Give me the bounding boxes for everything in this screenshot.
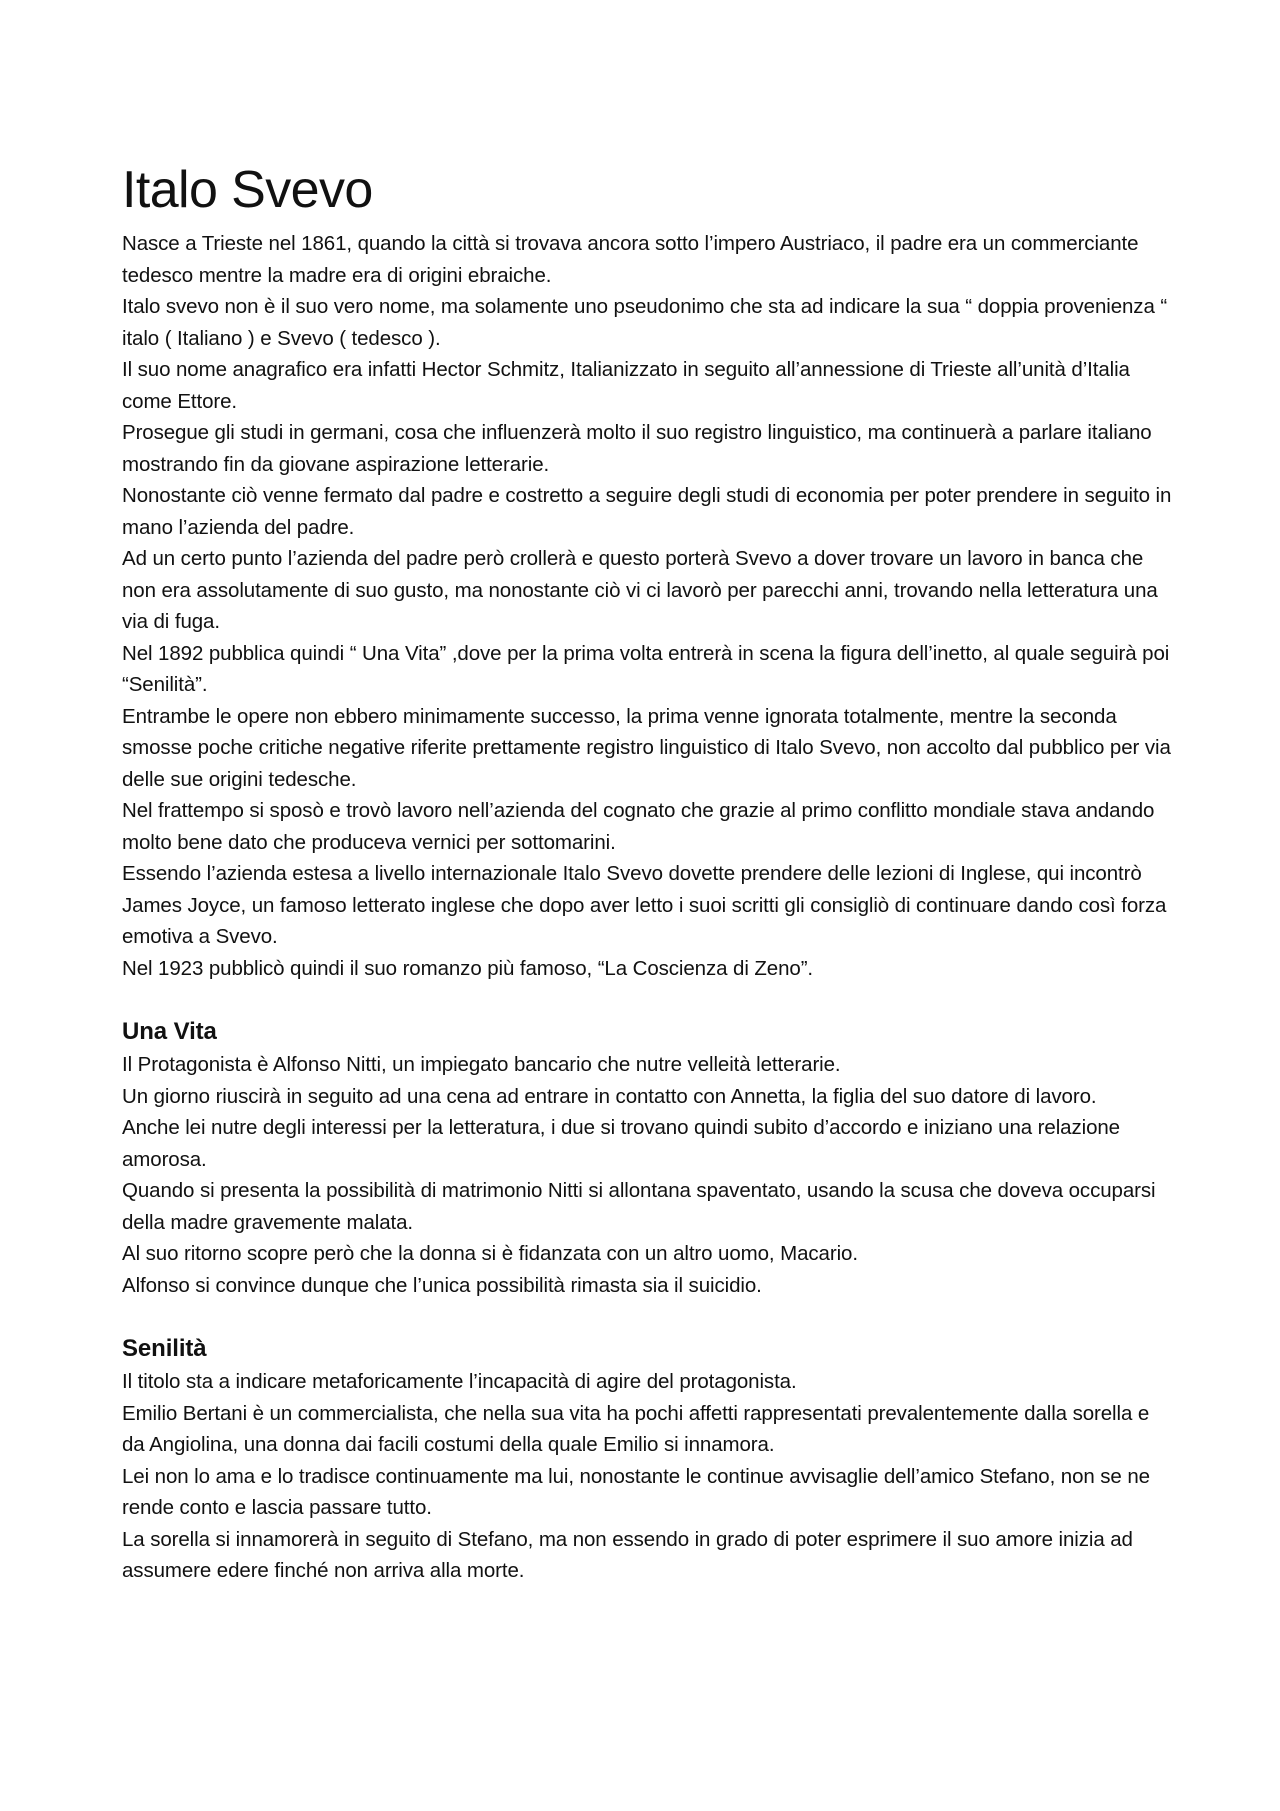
senilita-paragraph: Emilio Bertani è un commercialista, che nella sua vita ha pochi affetti rappresentati prevalentemente dalla sorella e da Angiolina, una donna dai facili costumi della quale Emilio si innamora.	[122, 1401, 1150, 1456]
una-vita-paragraph: Alfonso si convince dunque che l’unica possibilità rimasta sia il suicidio.	[122, 1273, 762, 1297]
document-body	[122, 158, 1172, 1587]
senilita-paragraph: Il titolo sta a indicare metaforicamente l’incapacità di agire del protagonista.	[122, 1370, 797, 1393]
section-heading-una-vita: Una Vita	[122, 1018, 217, 1045]
una-vita-paragraph: Anche lei nutre degli interessi per la letteratura, i due si trovano quindi subito d’accordo e iniziano una relazione amorosa.	[122, 1116, 1120, 1171]
senilita-paragraph: La sorella si innamorerà in seguito di Stefano, ma non essendo in grado di poter esprimere il suo amore inizia ad assumere edere finché non arriva alla morte.	[122, 1527, 1133, 1582]
una-vita-paragraph: Il Protagonista è Alfonso Nitti, un impiegato bancario che nutre velleità letterarie.	[122, 1053, 841, 1076]
una-vita-paragraph: Al suo ritorno scopre però che la donna si è fidanzata con un altro uomo, Macario.	[122, 1242, 858, 1265]
paragraph-bank-job: Ad un certo punto l’azienda del padre però crollerà e questo porterà Svevo a dover trovare un lavoro in banca che non era assolutamente di suo gusto, ma nonostante ciò vi ci lavorò per parecchi anni, trovando nella letteratura una via di fuga.	[122, 547, 1158, 633]
paragraph-marriage: Nel frattempo si sposò e trovò lavoro nell’azienda del cognato che grazie al primo conflitto mondiale stava andando molto bene dato che produceva vernici per sottomarini.	[122, 799, 1155, 854]
paragraph-una-vita-publication: Nel 1892 pubblica quindi “ Una Vita” ,dove per la prima volta entrerà in scena la figura dell’inetto, al quale seguirà poi “Senilità”.	[122, 641, 1170, 696]
paragraph-birth: Nasce a Trieste nel 1861, quando la città si trovava ancora sotto l’impero Austriaco, il padre era un commerciante tedesco mentre la madre era di origini ebraiche.	[122, 232, 1139, 287]
paragraph-reception: Entrambe le opere non ebbero minimamente successo, la prima venne ignorata totalmente, mentre la seconda smosse poche critiche negative riferite prettamente registro linguistico di Italo Svevo, non accolto dal pubblico per via delle sue origini tedesche.	[122, 704, 1171, 791]
una-vita-paragraph: Quando si presenta la possibilità di matrimonio Nitti si allontana spaventato, usando la scusa che doveva occuparsi della madre gravemente malata.	[122, 1179, 1156, 1234]
paragraph-real-name: Il suo nome anagrafico era infatti Hector Schmitz, Italianizzato in seguito all’annessione di Trieste all’unità d’Italia come Ettore.	[122, 358, 1130, 413]
paragraph-pseudonym: Italo svevo non è il suo vero nome, ma solamente uno pseudonimo che sta ad indicare la sua “ doppia provenienza “ italo ( Italiano ) e Svevo ( tedesco ).	[122, 295, 1168, 350]
una-vita-paragraph: Un giorno riuscirà in seguito ad una cena ad entrare in contatto con Annetta, la figlia del suo datore di lavoro.	[122, 1084, 1097, 1108]
paragraph-studies: Prosegue gli studi in germani, cosa che influenzerà molto il suo registro linguistico, ma continuerà a parlare italiano mostrando fin da giovane aspirazione letterarie.	[122, 421, 1152, 476]
paragraph-zeno: Nel 1923 pubblicò quindi il suo romanzo più famoso, “La Coscienza di Zeno”.	[122, 956, 814, 980]
senilita-paragraph: Lei non lo ama e lo tradisce continuamente ma lui, nonostante le continue avvisaglie dell’amico Stefano, non se ne rende conto e lascia passare tutto.	[122, 1464, 1150, 1519]
page-title: Italo Svevo	[122, 161, 373, 219]
section-heading-senilita: Senilità	[122, 1335, 207, 1362]
paragraph-father: Nonostante ciò venne fermato dal padre e costretto a seguire degli studi di economia per poter prendere in seguito in mano l’azienda del padre.	[122, 484, 1172, 539]
paragraph-joyce: Essendo l’azienda estesa a livello internazionale Italo Svevo dovette prendere delle lezioni di Inglese, qui incontrò James Joyce, un famoso letterato inglese che dopo aver letto i suoi scritti gli consigliò di continuare dando così forza emotiva a Svevo.	[122, 862, 1167, 948]
